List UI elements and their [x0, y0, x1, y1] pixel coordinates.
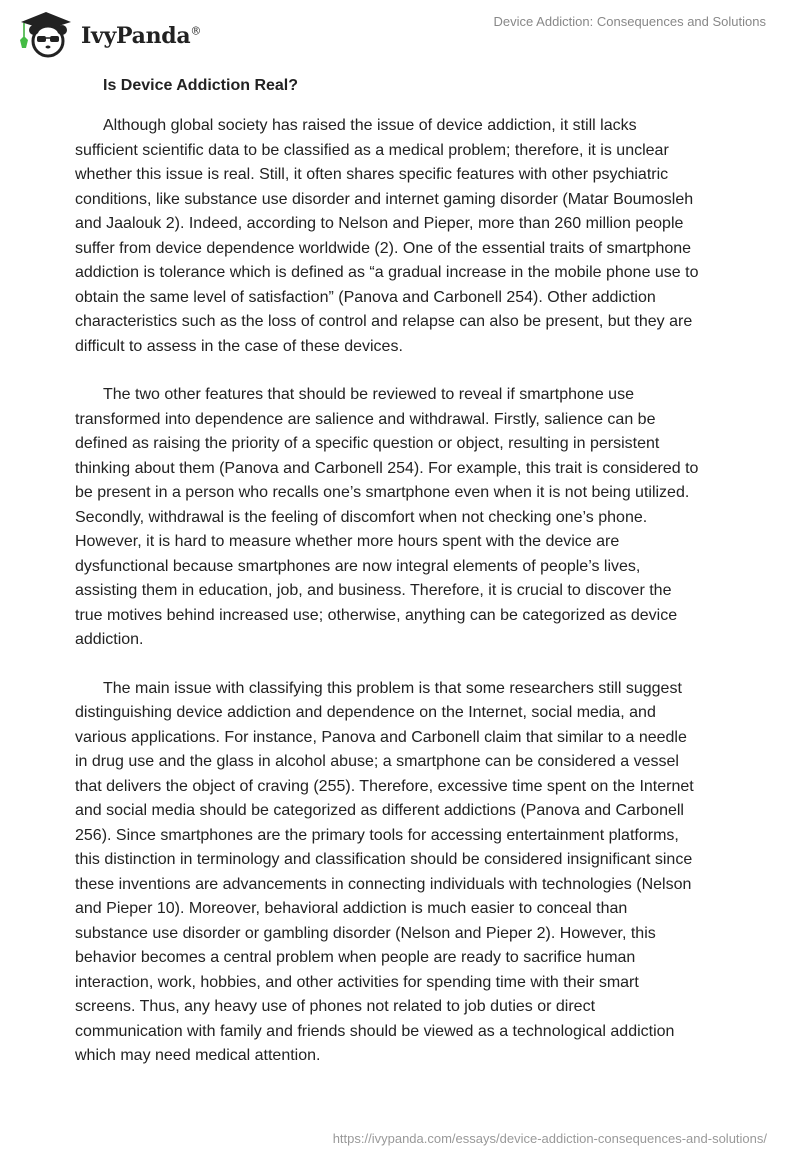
paragraph-line: Although global society has raised the issue of device addiction, it still lacks: [103, 117, 637, 134]
panda-graduate-icon: [17, 8, 75, 58]
paragraph: [75, 114, 735, 359]
source-url[interactable]: https://ivypanda.com/essays/device-addiction-consequences-and-solutions/: [332, 1131, 767, 1146]
paragraph-line: distinguishing device addiction and dependence on the Internet, social media, and: [75, 704, 656, 721]
paragraph-line: difficult to assess in the case of these devices.: [75, 337, 403, 355]
paragraph-line: conditions, like substance use disorder and internet gaming disorder (Matar Boumosleh: [75, 190, 694, 208]
paragraph-line: The two other features that should be reviewed to reveal if smartphone use: [103, 386, 634, 403]
paragraph-line: transformed into dependence are salience and withdrawal. Firstly, salience can be: [75, 410, 656, 428]
logo-text: IvyPanda®: [81, 23, 202, 49]
paragraph-line: addiction is tolerance which is defined as “a gradual increase in the mobile phone use to: [75, 264, 699, 281]
paragraph-line: whether this issue is real. Still, it often shares specific features with other psychiatric: [75, 166, 669, 183]
paragraph-line: suffer from device dependence worldwide (2). One of the essential traits of smartphone: [75, 239, 692, 257]
document-title: Device Addiction: Consequences and Solutions: [493, 14, 766, 29]
paragraph-line: However, it is hard to measure whether more hours spent with the device are: [75, 533, 620, 550]
paragraph-line: and Pieper 10). Moreover, behavioral addiction is much easier to conceal than: [75, 900, 628, 917]
paragraph-line: and social media should be categorized as different addictions (Panova and Carbonell: [75, 802, 684, 819]
paragraph-line: substance use disorder or gambling disorder (Nelson and Pieper 2). However, this: [75, 924, 656, 942]
paragraph-line: characteristics such as the loss of control and relapse can also be present, but they are: [75, 313, 693, 330]
paragraph-line: obtain the same level of satisfaction” (Panova and Carbonell 254). Other addiction: [75, 288, 656, 306]
paragraph-line: be present in a person who recalls one’s smartphone even when it is not being utilized.: [75, 484, 690, 501]
paragraph-line: these inventions are advancements in connecting individuals with technologies (Nelson: [75, 875, 692, 893]
essay-content: [75, 74, 735, 1093]
paragraph-line: dysfunctional because smartphones are now integral elements of people’s lives,: [75, 557, 641, 575]
paragraph-line: which may need medical attention.: [75, 1047, 321, 1064]
paragraph-line: that delivers the object of craving (255). Therefore, excessive time spent on the Internet: [75, 777, 694, 795]
paragraph-line: The main issue with classifying this problem is that some researchers still suggest: [103, 679, 682, 697]
paragraph-line: screens. Thus, any heavy use of phones not related to job duties or direct: [75, 998, 596, 1015]
paragraph-line: addiction.: [75, 631, 144, 648]
paragraph-line: assisting them in education, job, and business. Therefore, it is crucial to discover the: [75, 582, 672, 599]
paragraph-line: sufficient scientific data to be classified as a medical problem; therefore, it is unclear: [75, 141, 669, 159]
paragraph: [75, 677, 735, 1069]
paragraph-line: and Jaalouk 2). Indeed, according to Nelson and Pieper, more than 260 million people: [75, 215, 684, 232]
paragraph-line: Secondly, withdrawal is the feeling of discomfort when not checking one’s phone.: [75, 508, 648, 526]
paragraph-line: interaction, work, hobbies, and other activities for spending time with their smart: [75, 973, 639, 991]
paragraph-line: this distinction in terminology and classification should be considered insignificant since: [75, 851, 693, 868]
paragraph-line: in drug use and the glass in alcohol abuse; a smartphone can be considered a vessel: [75, 753, 679, 770]
paragraph-line: true motives behind increased use; otherwise, anything can be categorized as device: [75, 606, 678, 624]
paragraph-line: defined as raising the priority of a specific question or object, resulting in persistent: [75, 435, 660, 452]
ivypanda-logo[interactable]: [17, 8, 201, 58]
paragraph-line: behavior becomes a central problem when people are ready to sacrifice human: [75, 949, 636, 966]
section-heading: Is Device Addiction Real?: [103, 77, 299, 94]
paragraph: [75, 383, 735, 653]
paragraph-line: communication with family and friends should be viewed as a technological addiction: [75, 1022, 675, 1040]
paragraph-line: 256). Since smartphones are the primary tools for accessing entertainment platforms,: [75, 826, 679, 844]
paragraph-line: various applications. For instance, Panova and Carbonell claim that similar to a needle: [75, 728, 687, 746]
paragraph-line: thinking about them (Panova and Carbonell 254). For example, this trait is considered to: [75, 459, 699, 477]
